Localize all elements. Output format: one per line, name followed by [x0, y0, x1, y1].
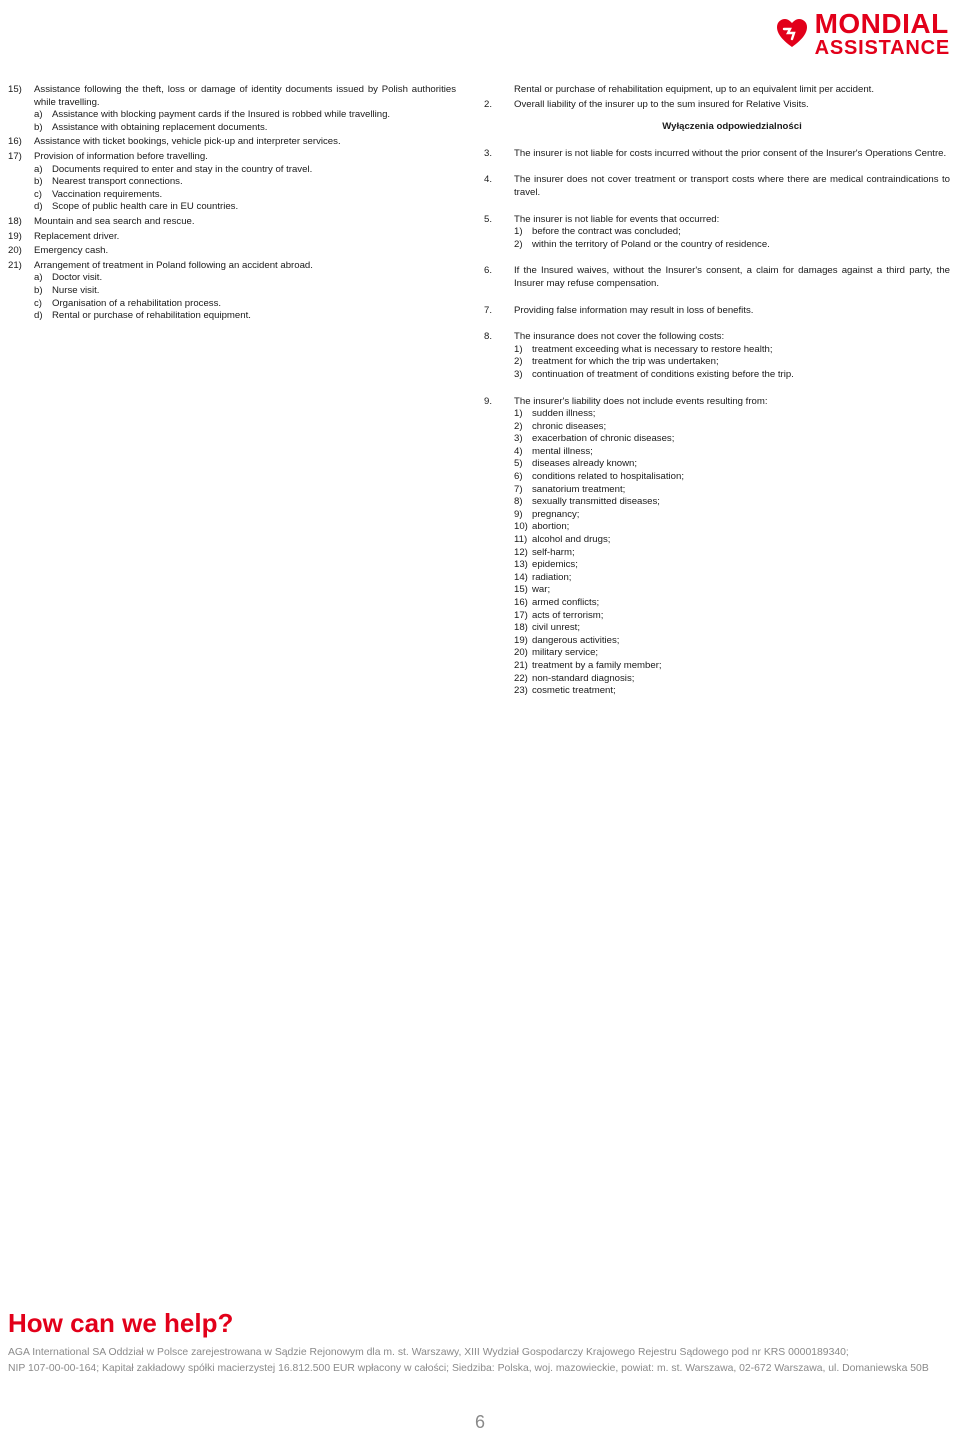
sub-clause-text: Assistance with obtaining replacement documents. — [52, 121, 268, 133]
sub-clause — [34, 176, 456, 189]
sub-clause-label: 19) — [514, 634, 528, 646]
help-heading: How can we help? — [8, 1308, 234, 1338]
sub-clause — [514, 369, 950, 382]
sub-clause-text: treatment by a family member; — [532, 659, 662, 671]
clause-text: Replacement driver. — [34, 230, 120, 242]
sub-clause-label: 3) — [514, 433, 523, 445]
sub-clause — [34, 272, 456, 285]
sub-clause-text: exacerbation of chronic diseases; — [532, 433, 675, 445]
sub-clause-text: epidemics; — [532, 559, 578, 571]
sub-clause-label: d) — [34, 201, 43, 213]
sub-clause-text: military service; — [532, 647, 599, 659]
sub-clause-label: 22) — [514, 672, 528, 684]
clause-item — [8, 136, 456, 149]
sub-clause-label: 2) — [514, 356, 523, 368]
clause-text: The insurer's liability does not include events resulting from: — [514, 395, 768, 407]
sub-clause-label: b) — [34, 176, 43, 188]
sub-clause — [514, 239, 950, 252]
sub-clause-label: 1) — [514, 343, 523, 355]
sub-clause-text: sanatorium treatment; — [532, 483, 626, 495]
sub-clause-text: before the contract was concluded; — [532, 226, 681, 238]
sub-clause-label: 12) — [514, 546, 528, 558]
sub-clause-text: pregnancy; — [532, 508, 580, 520]
clause-number: 3. — [484, 147, 493, 159]
sub-clause-label: d) — [34, 310, 43, 322]
sub-clause — [514, 521, 950, 534]
sub-clause-label: a) — [34, 109, 43, 121]
sub-clause-text: armed conflicts; — [532, 597, 600, 608]
sub-clause-label: b) — [34, 284, 43, 296]
clause-item — [484, 265, 950, 290]
clause-text: Assistance with ticket bookings, vehicle pick-up and interpreter services. — [34, 136, 341, 148]
sub-clause-label: 21) — [514, 659, 528, 671]
sub-clause-text: Assistance with blocking payment cards if the Insured is robbed while travelling. — [52, 109, 391, 121]
clause-number: 6. — [484, 265, 493, 277]
clause-item — [8, 245, 456, 258]
sub-clause — [34, 310, 456, 323]
sub-clause-text: Vaccination requirements. — [52, 188, 163, 200]
sub-clause-label: 1) — [514, 226, 523, 238]
company-legal-notice — [8, 1345, 952, 1377]
sub-clause-label: 4) — [514, 445, 523, 457]
sub-clause-text: war; — [532, 584, 551, 596]
sub-clause-text: Nurse visit. — [52, 284, 100, 296]
sub-clause-label: 8) — [514, 496, 523, 508]
sub-clause-text: Organisation of a rehabilitation process. — [52, 297, 222, 309]
legal-line-2: NIP 107-00-00-164; Kapitał zakładowy spółki macierzystej 16.812.500 EUR wpłacony w całości; Siedziba: Polska, woj. mazowieckie, powiat: m. st. Warszawa, 02-672 Warszawa, ul. Domaniewska 50B — [8, 1363, 929, 1374]
clause-item — [484, 331, 950, 381]
sub-clause-text: within the territory of Poland or the country of residence. — [532, 238, 770, 250]
clause-number: 19) — [8, 230, 22, 242]
mondial-logo — [775, 10, 950, 58]
sub-clause-label: b) — [34, 121, 43, 133]
sub-clause-label: 6) — [514, 471, 523, 483]
clause-text: Overall liability of the insurer up to the sum insured for Relative Visits. — [514, 98, 809, 110]
clause-number: 16) — [8, 136, 22, 148]
clause-text: Arrangement of treatment in Poland following an accident abroad. — [34, 259, 313, 271]
sub-clause — [34, 164, 456, 177]
sub-clause — [34, 201, 456, 214]
clause-item — [484, 148, 950, 161]
sub-clause-label: 3) — [514, 368, 523, 380]
sub-clause — [514, 484, 950, 497]
sub-clause — [514, 534, 950, 547]
clause-item — [484, 305, 950, 318]
sub-clause — [34, 109, 456, 122]
clause-text: Providing false information may result in loss of benefits. — [514, 304, 754, 316]
clause-item — [484, 174, 950, 199]
page-number: 6 — [474, 1412, 485, 1432]
sub-clause — [514, 547, 950, 560]
sub-clause-text: civil unrest; — [532, 622, 580, 634]
clause-number: 15) — [8, 84, 22, 95]
sub-clause — [514, 344, 950, 357]
clause-number: 5. — [484, 213, 493, 225]
sub-clause-text: mental illness; — [532, 445, 593, 457]
sub-clause-label: a) — [34, 163, 43, 175]
clause-text: Emergency cash. — [34, 245, 109, 257]
clause-text: Mountain and sea search and rescue. — [34, 215, 195, 227]
sub-clause-text: sexually transmitted diseases; — [532, 496, 660, 508]
clause-item — [8, 231, 456, 244]
clause-number: 18) — [8, 215, 22, 227]
sub-clause-label: 16) — [514, 597, 528, 608]
sub-clause — [514, 226, 950, 239]
sub-clause-text: sudden illness; — [532, 408, 596, 420]
brand-subtitle: ASSISTANCE — [814, 37, 950, 59]
sub-clause — [514, 660, 950, 673]
sub-clause — [514, 408, 950, 421]
sub-clause — [514, 421, 950, 434]
sub-clause-label: 10) — [514, 521, 528, 533]
clause-text: The insurer does not cover treatment or transport costs where there are medical contraindications to travel. — [514, 174, 950, 198]
clause-text: Assistance following the theft, loss or damage of identity documents issued by Polish authorities while travelling. — [34, 84, 456, 108]
clause-item — [484, 396, 950, 698]
sub-clause — [514, 673, 950, 686]
sub-clause — [514, 584, 950, 597]
sub-clause-text: self-harm; — [532, 546, 575, 558]
sub-clause-text: treatment exceeding what is necessary to restore health; — [532, 343, 773, 355]
sub-clause-text: conditions related to hospitalisation; — [532, 471, 684, 483]
sub-clause-text: alcohol and drugs; — [532, 534, 611, 546]
sub-clause-label: c) — [34, 297, 42, 309]
sub-clause-label: 23) — [514, 685, 528, 697]
sub-clause-text: treatment for which the trip was undertaken; — [532, 356, 719, 368]
sub-clause-text: Documents required to enter and stay in the country of travel. — [52, 163, 313, 175]
sub-clause-label: 17) — [514, 609, 528, 621]
sub-clause-label: 13) — [514, 559, 528, 571]
clause-text: The insurer is not liable for events that occurred: — [514, 213, 720, 225]
clause-number: 2. — [484, 98, 493, 110]
sub-clause — [514, 610, 950, 623]
clause-item — [8, 84, 456, 134]
sub-clause-label: 9) — [514, 508, 523, 520]
sub-clause — [514, 356, 950, 369]
sub-clause-text: Doctor visit. — [52, 272, 103, 284]
sub-clause — [514, 622, 950, 635]
clause-number: 4. — [484, 174, 493, 186]
sub-clause-text: radiation; — [532, 571, 572, 583]
sub-clause-label: 11) — [514, 534, 528, 546]
legal-line-1: AGA International SA Oddział w Polsce zarejestrowana w Sądzie Rejonowym dla m. st. Warszawy, XIII Wydział Gospodarczy Krajowego Rejestru Sądowego pod nr KRS 0000189340; — [8, 1347, 849, 1358]
sub-clause — [514, 471, 950, 484]
sub-clause-text: acts of terrorism; — [532, 609, 604, 621]
sub-clause-text: abortion; — [532, 521, 570, 533]
sub-clause-text: cosmetic treatment; — [532, 685, 616, 697]
sub-clause — [514, 647, 950, 660]
brand-name: MONDIAL — [814, 8, 949, 39]
sub-clause-text: Scope of public health care in EU countries. — [52, 201, 239, 213]
sub-clause-label: 2) — [514, 420, 523, 432]
sub-clause — [514, 559, 950, 572]
sub-clause-label: 15) — [514, 584, 528, 596]
clause-text: Provision of information before travelling. — [34, 150, 208, 162]
clause-number: 8. — [484, 331, 493, 343]
sub-clause — [514, 433, 950, 446]
sub-clause-text: non-standard diagnosis; — [532, 672, 635, 684]
sub-clause — [514, 597, 950, 610]
sub-clause-text: Rental or purchase of rehabilitation equipment. — [52, 310, 251, 322]
clause-number: 7. — [484, 304, 493, 316]
exclusions-heading: Wyłączenia odpowiedzialności — [662, 121, 802, 133]
sub-clause — [514, 496, 950, 509]
clause-item — [8, 216, 456, 229]
clause-number: 20) — [8, 245, 22, 257]
left-column — [8, 84, 456, 325]
clause-number: 17) — [8, 150, 22, 162]
sub-clause-label: 2) — [514, 238, 523, 250]
sub-clause-label: 1) — [514, 408, 523, 420]
sub-clause-text: continuation of treatment of conditions existing before the trip. — [532, 368, 794, 380]
sub-clause-label: 7) — [514, 483, 523, 495]
continuation-text: Rental or purchase of rehabilitation equipment, up to an equivalent limit per accident. — [514, 84, 874, 95]
sub-clause-label: c) — [34, 188, 42, 200]
sub-clause-label: 14) — [514, 571, 528, 583]
sub-clause — [514, 685, 950, 698]
sub-clause-text: diseases already known; — [532, 458, 638, 470]
sub-clause — [34, 285, 456, 298]
sub-clause-label: 18) — [514, 622, 528, 634]
sub-clause — [514, 509, 950, 522]
sub-clause — [34, 122, 456, 135]
clause-number: 21) — [8, 259, 22, 271]
sub-clause-label: 5) — [514, 458, 523, 470]
clause-text: The insurer is not liable for costs incurred without the prior consent of the Insurer's Operations Centre. — [514, 147, 947, 159]
sub-clause — [514, 635, 950, 648]
sub-clause — [514, 446, 950, 459]
clause-number: 9. — [484, 395, 493, 407]
sub-clause-text: dangerous activities; — [532, 634, 620, 646]
sub-clause — [34, 298, 456, 311]
sub-clause — [514, 458, 950, 471]
sub-clause-label: a) — [34, 272, 43, 284]
sub-clause — [34, 189, 456, 202]
sub-clause-label: 20) — [514, 647, 528, 659]
mondial-logo-icon — [775, 17, 809, 51]
right-column — [484, 84, 950, 712]
clause-text: The insurance does not cover the following costs: — [514, 331, 725, 343]
clause-text: If the Insured waives, without the Insurer's consent, a claim for damages against a third party, the Insurer may refuse compensation. — [514, 265, 950, 289]
clause-item — [484, 214, 950, 252]
sub-clause-text: chronic diseases; — [532, 420, 607, 432]
clause-item — [8, 260, 456, 323]
clause-item — [8, 151, 456, 214]
sub-clause-text: Nearest transport connections. — [52, 176, 183, 188]
clause-item — [484, 99, 950, 112]
sub-clause — [514, 572, 950, 585]
